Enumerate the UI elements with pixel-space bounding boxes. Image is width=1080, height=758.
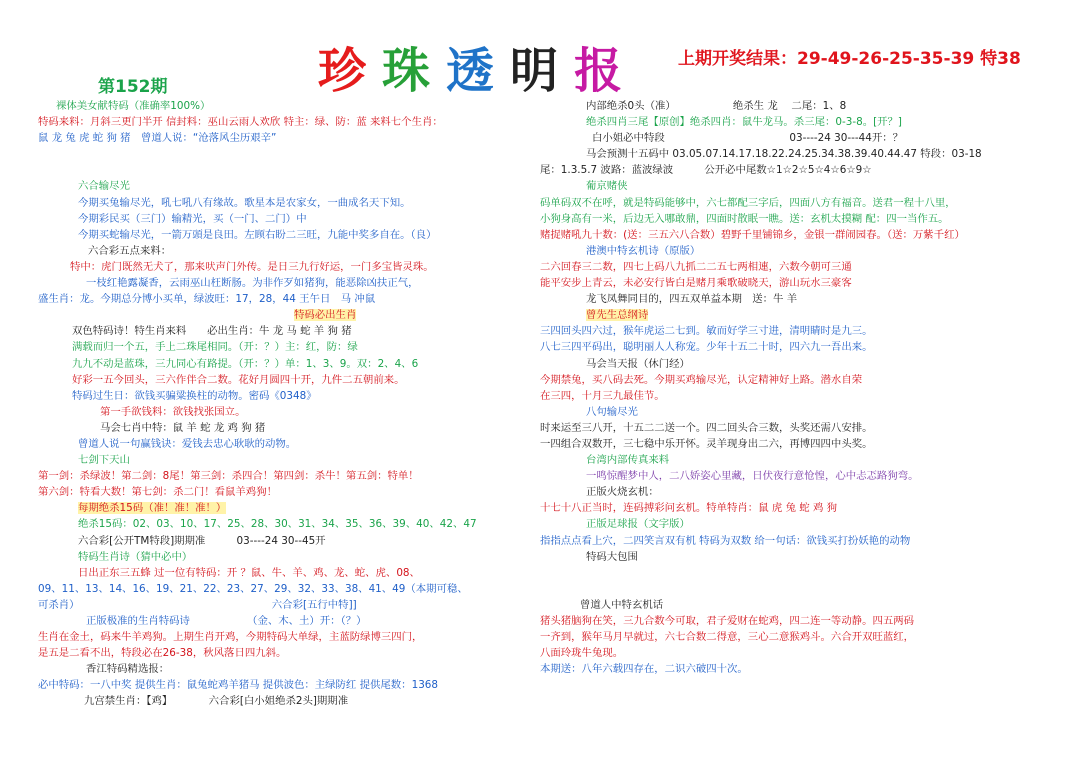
text-line <box>38 661 538 677</box>
text-line <box>38 484 538 500</box>
line-text: 鼠 龙 兔 虎 蛇 狗 猪 曾道人说：“沧落风尘历艰辛” <box>38 132 277 145</box>
line-text: 二六回春三二数，四七上码八九抓二二五七两相連，六数今朝可三通 <box>540 260 852 273</box>
text-line <box>540 162 1050 178</box>
text-line <box>38 291 538 307</box>
line-text: 今期买蛇输尽光，一箭万頭是良田。左顾右盼二三旺，九能中奖多自在。（良） <box>78 228 437 241</box>
text-line <box>540 211 1050 227</box>
text-line <box>38 677 538 693</box>
line-text: 正版极准的生肖特码诗 （金、木、土）开：（？） <box>86 615 367 627</box>
line-text: 七剑下天山 <box>78 454 130 467</box>
text-line <box>540 452 1050 468</box>
text-line <box>540 516 1050 532</box>
line-text: 今期买兔输尽光，吼七吼八有缘故。歌星本是农家女，一曲成名天下知。 <box>78 196 411 209</box>
line-text: 一齐到，猴年马月早就过，六七合数二得意，三心二意猴鸡斗。六合开双旺蓝红， <box>540 631 915 644</box>
line-text: 曾道人说一句赢钱诀：爱钱去忠心耿耿的动物。 <box>78 437 297 450</box>
text-line <box>38 693 538 709</box>
line-text: 在三四，十月三九最佳节。 <box>540 389 665 402</box>
line-text: 八七三四平码出，聪明丽人人称宠。少年十五二十时，四六九一吾出来。 <box>540 341 873 354</box>
line-text: 第六剑：特看大数！第七剑：杀二门！看鼠羊鸡狗！ <box>38 486 277 499</box>
text-line <box>540 420 1050 436</box>
line-text: 香江特码精选报： <box>86 663 170 676</box>
line-text: 一鸣惊醒梦中人，二八娇姿心里藏，日伏夜行意怆惶，心中忐忑路狗弯。 <box>586 470 919 483</box>
text-line <box>540 98 1050 114</box>
line-text: 生肖在金土，码来牛羊鸡狗。上期生肖开鸡，今期特码大单绿，主蓝防绿博三四门， <box>38 631 423 644</box>
line-text: 特码大包围 <box>586 550 638 563</box>
line-text: 盛生肖：龙。今期总分博小买单，绿波旺：17，28，44 王午日 马 冲鼠 <box>38 293 376 306</box>
text-line <box>540 356 1050 372</box>
text-line <box>540 581 1050 597</box>
last-draw-result: 上期开奖结果：29-49-26-25-35-39 特38 <box>678 49 1021 69</box>
line-text: 曾道人中特玄机话 <box>580 598 664 611</box>
text-line <box>38 178 538 194</box>
line-text: 可杀肖） 六合彩[五行中特]] <box>38 598 357 611</box>
line-text: 特码来料：月斜三更门半开 信封料：巫山云雨人欢欣 特主：绿、防：蓝 来料七个生肖： <box>38 116 443 129</box>
line-text: 一枝红艳露凝香，云雨巫山枉断肠。为非作歹如猪狗，能恶除凶扶正气， <box>86 277 419 290</box>
line-text: 特中：虎门既然无犬了，那来吠声门外传。是日三九行好运，一门多宝皆灵珠。 <box>70 260 434 273</box>
text-line <box>38 597 538 613</box>
text-line <box>540 404 1050 420</box>
text-line <box>38 516 538 532</box>
line-text: 葡京赌侠 <box>586 180 628 193</box>
line-text: 尾：1.3.5.7 波路：蓝波绿波 公开必中尾数☆1☆2☆5☆4☆6☆9☆ <box>540 164 872 177</box>
text-line <box>38 98 538 114</box>
line-text: 猪头猪脑狗在笑，三九合数今可取，君子爱财在蛇鸡，四二连一等动静。四五两码 <box>540 615 915 627</box>
line-text: 白小姐必中特段 03----24 30---44开：？ <box>592 132 904 145</box>
line-text: 日出正东三五蜂 过一位有特码：开 ？鼠、牛、羊、鸡、龙、蛇、虎、08、 <box>78 566 420 579</box>
text-line <box>540 645 1050 661</box>
text-line <box>540 195 1050 211</box>
text-line <box>38 211 538 227</box>
line-text: 时来运至三八开，十五二二送一个。四二回头合三数，头奖还需八安排。 <box>540 421 873 434</box>
title-char: 报 <box>574 43 629 99</box>
text-line <box>38 275 538 291</box>
text-line <box>38 629 538 645</box>
line-text: 九宫禁生肖：【鸡】 六合彩[白小姐绝杀2头]期期准 <box>84 695 349 708</box>
text-line <box>540 500 1050 516</box>
text-line <box>38 243 538 259</box>
line-text: 指指点点看上穴，二四笑言双有机 特码为双数 给一句话：欲钱买打扮妖艳的动物 <box>540 534 911 547</box>
line-text: 第一手欲钱料：欲钱找张国立。 <box>100 405 246 418</box>
line-text: 十七十八正当时，连码搏彩问玄机。特单特肖：鼠 虎 兔 蛇 鸡 狗 <box>540 502 838 515</box>
line-text: 能平安步上青云，未必安行皆白是赌月乘歌破晓天，游山玩水三豪客 <box>540 277 852 290</box>
text-line <box>38 549 538 565</box>
text-line <box>540 613 1050 629</box>
line-text: 正版足球报（文字版） <box>586 518 690 531</box>
text-line <box>38 420 538 436</box>
text-line <box>540 275 1050 291</box>
text-line <box>38 195 538 211</box>
text-line <box>540 468 1050 484</box>
line-text: 曾先生总纲诗 <box>586 309 649 322</box>
line-text: 绝杀15码：02、03、10、17、25、28、30、31、34、35、36、39、40、42、47 <box>78 518 477 531</box>
text-line <box>38 613 538 629</box>
line-text: 六合彩[公开TM特段]期期准 03----24 30--45开 <box>78 534 326 547</box>
line-text: 六合彩五点来料： <box>88 244 172 257</box>
text-line <box>38 404 538 420</box>
line-text: 绝杀四肖三尾【原创】绝杀四肖：鼠牛龙马。杀三尾：0-3-8。[开？] <box>586 116 902 129</box>
line-text: 马会预测十五码中 03.05.07.14.17.18.22.24.25.34.38.39.40.44.47 特段：03-18 <box>586 148 982 161</box>
text-line <box>540 388 1050 404</box>
text-line <box>38 146 538 162</box>
text-line <box>540 339 1050 355</box>
issue-number: 第152期 <box>98 77 168 97</box>
text-line <box>38 130 538 146</box>
line-text: 特码过生日：欲钱买骗粱换柱的动物。密码《0348》 <box>72 389 317 402</box>
text-line <box>38 645 538 661</box>
line-text: 小狗身高有一米，后边无入哪敢鼎，四面时散眠一瞧。送：玄机太摸糊 配：四一当作五。 <box>540 212 949 225</box>
line-text: 正版火烧玄机： <box>586 486 659 499</box>
line-text: 本期送：八年六载四存在，二识六破四十次。 <box>540 663 748 676</box>
text-line <box>38 259 538 275</box>
line-text: 一四组合双数开，三七稳中乐开怀。灵羊现身出二六，再博四四中头奖。 <box>540 437 873 450</box>
line-text: 八面玲珑牛兔现。 <box>540 647 624 660</box>
right-column <box>540 98 1050 677</box>
left-column <box>38 98 538 710</box>
line-text: 特码生肖诗（猜中必中） <box>78 550 193 563</box>
text-line <box>540 549 1050 565</box>
line-text: 台湾内部传真来料 <box>586 454 670 467</box>
line-text: 内部绝杀0头（准） 绝杀生 龙 二尾：1、8 <box>586 100 847 112</box>
text-line <box>540 484 1050 500</box>
text-line <box>38 436 538 452</box>
text-line <box>540 178 1050 194</box>
text-line <box>540 307 1050 323</box>
title-char: 明 <box>510 43 565 99</box>
text-line <box>540 372 1050 388</box>
line-text: 六合输尽光 <box>78 180 130 193</box>
text-line <box>38 468 538 484</box>
text-line <box>38 452 538 468</box>
text-line <box>540 291 1050 307</box>
masthead-title <box>318 32 638 101</box>
line-text: 马会七肖中特：鼠 羊 蛇 龙 鸡 狗 猪 <box>100 421 266 434</box>
text-line <box>540 597 1050 613</box>
text-line <box>38 307 538 323</box>
text-line <box>540 227 1050 243</box>
line-text: 裸体美女献特码（准确率100%） <box>56 100 211 112</box>
line-text: 马会当天报（休门经） <box>586 357 690 370</box>
text-line <box>38 339 538 355</box>
line-text: 今期彩民买（三门）输精光，买（一门、二门）中 <box>78 212 307 225</box>
line-text: 必中特码：一八中奖 提供生肖：鼠兔蛇鸡羊猪马 提供波色：主绿防红 提供尾数：1368 <box>38 679 439 692</box>
text-line <box>540 661 1050 677</box>
line-text: 赌捉赌吼九十数：(送：三五六八合数）碧野千里铺锦乡，金银一群闹园春。（送：万紫千红） <box>540 228 965 241</box>
text-line <box>38 388 538 404</box>
title-char: 珍 <box>318 43 373 99</box>
line-text: 三四回头四六过，猴年虎运二七到。敏而好学三寸进，清明睛时是九三。 <box>540 325 873 338</box>
line-text: 09、11、13、14、16、19、21、22、23、27、29、32、33、38、41、49（本期可稳、 <box>38 582 468 595</box>
text-line <box>38 372 538 388</box>
text-line <box>540 243 1050 259</box>
text-line <box>38 500 538 516</box>
line-text: 好彩一五今回头，三六作伴合二数。花好月圆四十开，九件二五朝前来。 <box>72 373 405 386</box>
text-line <box>38 533 538 549</box>
line-text: 今期禁兔，买八码去死。今期买鸡输尽光，认定精神好上路。潜水自荣 <box>540 373 863 386</box>
text-line <box>38 356 538 372</box>
text-line <box>540 629 1050 645</box>
line-text: 八句输尽光 <box>586 405 638 418</box>
text-line <box>540 259 1050 275</box>
line-text: 是五是二看不出，特段必在26-38，秋风落日四九斜。 <box>38 647 287 660</box>
line-text: 双色特码诗！特生肖来料 必出生肖：牛 龙 马 蛇 羊 狗 猪 <box>72 325 352 338</box>
title-char: 珠 <box>382 43 437 99</box>
line-text: 每期绝杀15码（准！准！准！） <box>78 502 227 515</box>
text-line <box>540 130 1050 146</box>
text-line <box>540 565 1050 581</box>
line-text: 龙飞凤舞同目的，四五双单益本期 送：牛 羊 <box>586 293 798 306</box>
text-line <box>38 162 538 178</box>
line-text: 第一剑：杀绿波！第二剑：8尾！第三剑：杀四合！第四剑：杀牛！第五剑：特单！ <box>38 470 419 483</box>
text-line <box>38 323 538 339</box>
text-line <box>38 581 538 597</box>
line-text: 港澳中特玄机诗（原版） <box>586 244 701 257</box>
text-line <box>540 323 1050 339</box>
text-line <box>540 533 1050 549</box>
text-line <box>38 565 538 581</box>
line-text: 特码必出生肖 <box>294 309 357 322</box>
text-line <box>38 114 538 130</box>
title-char: 透 <box>446 43 501 99</box>
line-text: 九九不动是蓝珠，三九同心有路提。（开：？）单：1、3、9。双：2、4、6 <box>72 357 419 370</box>
text-line <box>540 146 1050 162</box>
line-text: 码单码双不在呼，就是特码能够中，六七都配三字后，四面八方有福音。送君一程十八里， <box>540 196 956 209</box>
text-line <box>540 436 1050 452</box>
text-line <box>540 114 1050 130</box>
text-line <box>38 227 538 243</box>
line-text: 满载而归一个五，手上二珠尾相同。（开：？）主：红，防：绿 <box>72 341 358 354</box>
